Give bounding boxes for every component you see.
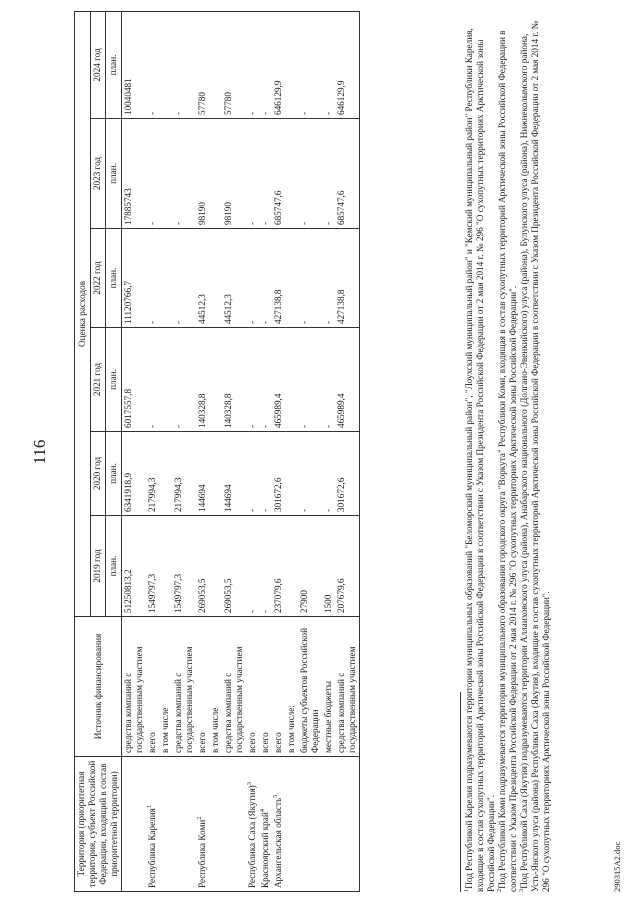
value-cell: 237079,6 [272,516,285,617]
footnote-mark: 2 [495,888,503,892]
value-cell: - [259,229,272,328]
value-cell: 10040481 [122,11,147,118]
value-cell: 301672,6 [272,432,285,516]
value-cell: - [246,11,259,118]
value-cell: 1549797,3 [146,516,159,617]
value-cell [209,11,222,118]
value-cell: 217994,3 [146,432,159,516]
territory-label: Архангельская область [273,797,283,888]
value-cell [159,328,172,432]
source-cell: средства компаний с государственным участием [172,617,196,757]
value-cell [285,119,298,229]
value-cell: - [298,229,322,328]
value-cell: 465989,4 [272,328,285,432]
territory-cell [259,757,272,892]
territory-label: Республика Карелия [147,808,157,888]
table-row [122,11,147,891]
value-cell: - [322,11,335,118]
header-plan: план. [106,328,122,432]
territory-cell [209,757,222,892]
value-cell: - [172,229,196,328]
footnote-text: Под Республикой Саха (Якутия) подразумеваются территории Аллаиховского улуса (района), Анабарского национального (Долгано-Эвенкийского) улуса (района), Булунского улуса (района), Нижнеколымского района, Усть-Янского улуса (района) Республики Саха (Якутия), входящие в состав сухопутных территорий Арктической зоны Российской Федерации в соответствии с Указом Президента Российской Федерации от 2 мая 2014 г. № 296 "О сухопутных территориях Арктической зоны Российской Федерации". [519,20,551,892]
value-cell: - [298,328,322,432]
value-cell: - [246,432,259,516]
value-cell [285,516,298,617]
value-cell: - [172,11,196,118]
value-cell: 51250813,2 [122,516,147,617]
header-plan: план. [106,119,122,229]
value-cell [209,328,222,432]
source-cell: всего [259,617,272,757]
value-cell: - [298,432,322,516]
value-cell: - [259,432,272,516]
territory-cell [285,757,298,892]
territory-cell [322,757,335,892]
territory-cell [172,757,196,892]
value-cell: 217994,3 [172,432,196,516]
source-cell: в том числе [159,617,172,757]
value-cell: - [246,328,259,432]
header-year: 2022 год [90,229,106,328]
footnotes [460,12,552,892]
value-cell: - [259,328,272,432]
source-cell: средства компаний с государственным участием [222,617,246,757]
value-cell: 27900 [298,516,322,617]
source-cell: в том числе [209,617,222,757]
source-cell: средства компаний с государственным участием [335,617,360,757]
value-cell [285,229,298,328]
header-estimate: Оценка расходов [75,11,91,616]
value-cell: - [259,516,272,617]
table-row [246,11,259,891]
value-cell: 269053,5 [222,516,246,617]
value-cell: - [146,11,159,118]
value-cell: - [298,119,322,229]
source-cell: всего [196,617,209,757]
value-cell [285,328,298,432]
value-cell [159,432,172,516]
table-row [159,11,172,891]
value-cell: 685747,6 [272,119,285,229]
value-cell: 1549797,3 [172,516,196,617]
table-row [222,11,246,891]
territory-cell [159,757,172,892]
territory-label: Красноярский край [260,812,270,888]
table-row [209,11,222,891]
territory-cell [222,757,246,892]
value-cell: 98190 [222,119,246,229]
territory-cell [196,757,209,892]
territory-label: Республика Коми [197,819,207,888]
header-year: 2019 год [90,516,106,617]
value-cell: 646129,9 [335,11,360,118]
table-row [298,11,322,891]
document-code: 290315А2.doc [612,841,622,892]
header-plan: план. [106,432,122,516]
value-cell: 98190 [196,119,209,229]
value-cell [159,11,172,118]
footnote-text: Под Республикой Карелия подразумеваются территории муниципальных образований "Беломорский муниципальный район", "Лоухский муниципальный район" и "Кемский муниципальный район" Республики Карелия, входящие в состав сухопутных территорий Арктической зоны Российской Федерации в соответствии с Указом Президента Российской Федерации от 2 мая 2014 г. № 296 "О сухопутных территориях Арктической зоны Российской Федерации". [464,28,496,892]
value-cell: - [259,11,272,118]
table-row [196,11,209,891]
value-cell: 11120766,7 [122,229,147,328]
value-cell: 427138,8 [335,229,360,328]
source-cell: всего [246,617,259,757]
value-cell: - [322,119,335,229]
source-cell: бюджеты субъектов Российской Федерации [298,617,322,757]
header-source: Источник финансирования [75,617,122,757]
footnote [497,12,519,892]
footnote-ref: 1 [145,804,153,809]
table-row [272,11,285,891]
value-cell: - [172,328,196,432]
header-plan: план. [106,229,122,328]
footnote [464,12,497,892]
value-cell: - [172,119,196,229]
value-cell [209,516,222,617]
value-cell [285,11,298,118]
value-cell: 269053,5 [196,516,209,617]
value-cell: 427138,8 [272,229,285,328]
value-cell [285,432,298,516]
footnote-ref: 2 [195,816,203,820]
value-cell: 140328,8 [196,328,209,432]
header-plan: план. [106,11,122,118]
value-cell: 646129,9 [272,11,285,118]
footnote-ref: 3 [245,781,253,786]
footnote-ref: 4 [258,808,266,813]
rotated-content [14,12,626,892]
footnote-text: Под Республикой Коми подразумевается территория муниципального образования городского округа "Воркута" Республики Коми, входящая в состав сухопутных территорий Арктической зоны Российской Федерации в соответствии с Указом Президента Российской Федерации от 2 мая 2014 г. № 296 "О сухопутных территориях Арктической зоны Российской Федерации". [497,30,518,892]
footnote-list [464,12,552,892]
table-row [285,11,298,891]
page-number: 116 [30,439,49,465]
value-cell [209,432,222,516]
value-cell: 685747,6 [335,119,360,229]
value-cell: - [146,229,159,328]
value-cell: - [322,328,335,432]
value-cell: 6341918,9 [122,432,147,516]
source-cell: местные бюджеты [322,617,335,757]
value-cell: - [146,119,159,229]
value-cell: 6017557,8 [122,328,147,432]
value-cell [159,229,172,328]
territory-cell [335,757,360,892]
territory-cell [272,757,285,892]
territory-cell [298,757,322,892]
territory-cell [246,757,259,892]
value-cell: - [146,328,159,432]
footnote-mark: 1 [462,888,470,892]
header-territory: Территория (приоритетная территория, субъект Российской Федерации, входящий в состав приоритетной территории) [75,757,122,892]
source-cell: всего [146,617,159,757]
header-plan: план. [106,516,122,617]
value-cell: 144694 [196,432,209,516]
source-cell: средства компаний с государственным участием [122,617,147,757]
value-cell: 44512,3 [222,229,246,328]
source-cell: всего [272,617,285,757]
value-cell: - [322,229,335,328]
table-row [146,11,159,891]
header-year: 2021 год [90,328,106,432]
value-cell: - [322,432,335,516]
footnote-ref: 5 [271,794,279,798]
value-cell [209,229,222,328]
expenditure-table [74,11,360,892]
value-cell: - [298,11,322,118]
table-row [322,11,335,891]
source-cell: в том числе: [285,617,298,757]
header-year: 2020 год [90,432,106,516]
value-cell: - [246,229,259,328]
territory-cell [122,757,147,892]
footnote-divider [460,692,461,892]
value-cell: 57780 [196,11,209,118]
value-cell: - [246,516,259,617]
header-year: 2024 год [90,11,106,118]
table-row [259,11,272,891]
footnote [519,12,552,892]
value-cell [209,119,222,229]
value-cell: 44512,3 [196,229,209,328]
table-row [172,11,196,891]
footnote-mark: 3 [517,888,525,892]
value-cell: - [259,119,272,229]
territory-cell [146,757,159,892]
value-cell: 301672,6 [335,432,360,516]
value-cell: 144694 [222,432,246,516]
value-cell [159,119,172,229]
value-cell: - [246,119,259,229]
table-row [335,11,360,891]
value-cell: 465989,4 [335,328,360,432]
value-cell: 1500 [322,516,335,617]
value-cell: 17885743 [122,119,147,229]
value-cell: 207679,6 [335,516,360,617]
value-cell [159,516,172,617]
table-body [122,11,360,891]
territory-label: Республика Саха (Якутия) [247,785,257,888]
header-year: 2023 год [90,119,106,229]
value-cell: 140328,8 [222,328,246,432]
value-cell: 57780 [222,11,246,118]
